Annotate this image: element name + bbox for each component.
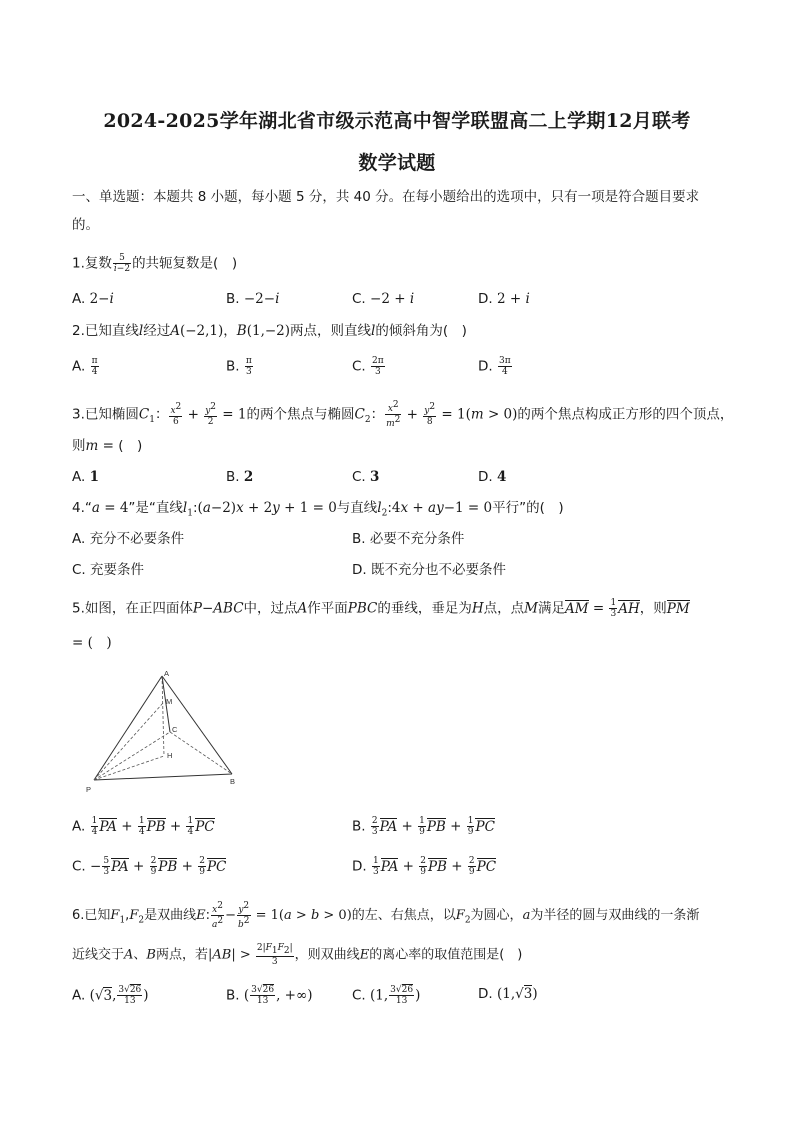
q1-option-a: A. 2−i xyxy=(72,291,114,307)
q5-option-d: D. $\frac{1}{3}$ PA + $\frac{2}{9}$ PB + $\frac{2}{9}$ PC xyxy=(352,856,497,877)
q3-option-b: B. 2 xyxy=(226,469,254,485)
label-m: M xyxy=(166,697,173,706)
question-4: 4.“a = 4”是“直线$l_1:(a-2)x + 2y + 1 = 0$与直线$l_2:4x + ay-1 = 0$平行”的( ) xyxy=(72,500,564,519)
fraction-5-over-i-minus-2: $\frac{5}{i-2}$ xyxy=(113,253,131,274)
section-heading-cont: 的。 xyxy=(72,217,99,233)
q6-option-b: B. ( $\frac{3√26}{13}$ , +∞) xyxy=(226,985,313,1006)
question-3: 3.已知椭圆$C_1$： $\frac{x^2}{6}$ + $\frac{y^2}{2}$ = 1的两个焦点与椭圆$C_2$： $\frac{x^2}{m^2}$ + $\frac{y^2}{8}$ = 1(m > 0)的两个焦点构成正方形的四个顶点， xyxy=(72,400,734,429)
label-a: A xyxy=(164,669,170,678)
q5-option-b: B. $\frac{2}{3}$ PA + $\frac{1}{9}$ PB + $\frac{1}{9}$ PC xyxy=(352,816,495,837)
q1-option-b: B. −2−i xyxy=(226,291,280,307)
edge-pc-hidden xyxy=(94,732,173,780)
edge-pb xyxy=(94,774,232,780)
label-h: H xyxy=(167,751,173,760)
q2-option-a: A. $\frac{\pi}{4}$ xyxy=(72,356,98,377)
q1-option-d: D. 2 + i xyxy=(478,291,530,307)
q6-option-d: D. (1,√3) xyxy=(478,986,538,1002)
exam-title-line2: 数学试题 xyxy=(358,152,436,174)
question-6: 6.已知$F_1,F_2$是双曲线E: $\frac{x^2}{a^2}$ − $\frac{y^2}{b^2}$ = 1(a > b > 0)的左、右焦点，以$F_2$为圆心，a为半径的圆与双曲线的一条渐 xyxy=(72,901,700,930)
label-p: P xyxy=(86,785,92,794)
label-c: C xyxy=(172,725,178,734)
q4-option-a: A. 充分不必要条件 xyxy=(72,531,185,547)
q2-option-c: C. $\frac{2\pi}{3}$ xyxy=(352,356,384,377)
q3-option-a: A. 1 xyxy=(72,469,99,485)
question-5: 5.如图，在正四面体P−ABC中，过点A作平面PBC的垂线，垂足为H点，点M满足AM = $\frac{1}{3}$ AH，则PM xyxy=(72,598,690,619)
question-5-cont: = ( ) xyxy=(72,635,112,651)
tetrahedron-figure xyxy=(84,668,244,796)
question-6-cont: 近线交于A、B两点，若|AB| > $\frac{2|F_1F_2|}{3}$ ，则双曲线E的离心率的取值范围是( ) xyxy=(72,943,523,967)
q2-option-d: D. $\frac{3\pi}{4}$ xyxy=(478,356,511,377)
q4-option-b: B. 必要不充分条件 xyxy=(352,531,465,547)
q2-option-b: B. $\frac{\pi}{3}$ xyxy=(226,356,252,377)
q6-option-a: A. (√3, $\frac{3√26}{13}$ ) xyxy=(72,985,149,1006)
q5-option-c: C. − $\frac{5}{3}$ PA + $\frac{2}{9}$ PB + $\frac{2}{9}$ PC xyxy=(72,856,227,877)
q3-option-d: D. 4 xyxy=(478,469,507,485)
question-1: 1.复数 $\frac{5}{i-2}$ 的共轭复数是( ) xyxy=(72,253,238,274)
edge-cb-hidden xyxy=(170,732,232,774)
edge-pa xyxy=(94,676,162,780)
question-3-cont: 则m = ( ) xyxy=(72,438,143,454)
q1-option-c: C. −2 + i xyxy=(352,291,415,307)
q4-option-c: C. 充要条件 xyxy=(72,562,145,578)
q4-option-d: D. 既不充分也不必要条件 xyxy=(352,562,506,578)
section-heading: 一、单选题：本题共 8 小题，每小题 5 分，共 40 分。在每小题给出的选项中，只有一项是符合题目要求 xyxy=(72,189,700,205)
exam-title-line1: 2024-2025学年湖北省市级示范高中智学联盟高二上学期12月联考 xyxy=(103,110,691,132)
question-2: 2.已知直线l经过A(−2,1)，B(1,−2)两点，则直线l的倾斜角为( ) xyxy=(72,323,467,339)
label-b: B xyxy=(230,777,236,786)
q6-option-c: C. (1, $\frac{3√26}{13}$ ) xyxy=(352,985,421,1006)
q5-option-a: A. $\frac{1}{4}$ PA + $\frac{1}{4}$ PB + $\frac{1}{4}$ PC xyxy=(72,816,215,837)
q3-option-c: C. 3 xyxy=(352,469,380,485)
